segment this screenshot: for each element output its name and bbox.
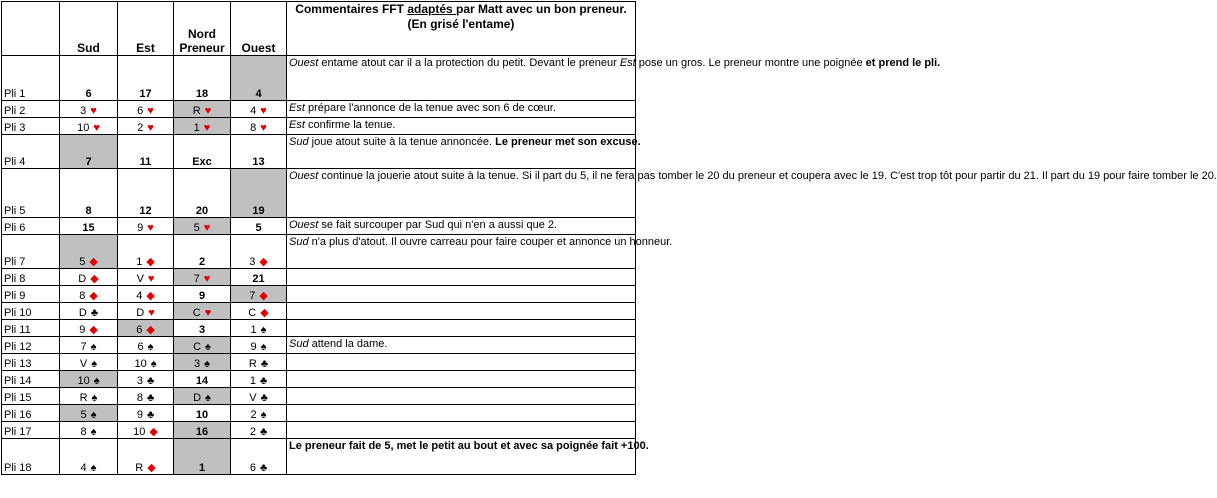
header-sud: Sud [60,2,118,56]
card-ouest [231,218,287,235]
card-rank: 6 [249,462,256,474]
comment-segment: Est [289,119,305,131]
comment-segment: pose un gros. Le preneur montre une poignée [635,57,866,69]
comment-segment: prépare l'annonce de la tenue avec son 6 de cœur. [304,102,556,114]
card-nord [174,218,231,235]
card-rank: R [135,462,144,474]
card-rank: 4 [255,88,262,100]
comment-segment: Sud [289,136,309,148]
card-sud [60,169,118,218]
card-rank: 1 [193,122,200,134]
card-nord [174,422,231,439]
card-nord [174,388,231,405]
card-est [118,320,174,337]
card-rank: V [136,273,144,285]
comment-segment: se fait surcouper par Sud qui n'en a aussi que 2. [318,219,558,231]
trick-comment [287,135,641,169]
club-icon: ♣ [146,375,155,387]
trick-comment [287,439,649,475]
trick-comment [287,101,636,118]
trick-label: Pli 13 [2,354,60,371]
card-rank: 2 [137,122,144,134]
card-rank: 1 [136,256,143,268]
card-rank: 9 [136,409,143,421]
heart-icon: ♥ [203,122,211,134]
card-est [118,371,174,388]
card-nord [174,320,231,337]
comment-segment: joue atout suite à la tenue annoncée. [308,136,496,148]
tarot-game-table [1,1,1217,475]
card-rank: 8 [250,122,257,134]
heart-icon: ♥ [204,307,212,319]
card-rank: 20 [195,205,209,217]
diamond-icon: ◆ [149,426,158,438]
diamond-icon: ◆ [146,290,155,302]
card-rank: 12 [139,205,152,217]
card-rank: 9 [250,341,257,353]
trick-row [2,371,636,388]
card-est [118,303,174,320]
spade-icon: ♠ [91,358,98,370]
diamond-icon: ◆ [89,290,98,302]
trick-row [2,56,636,101]
header-nord: Nord [188,27,216,41]
club-icon: ♣ [146,392,155,404]
trick-comment [287,218,636,235]
diamond-icon: ◆ [89,324,98,336]
heart-icon: ♥ [147,222,154,234]
card-est [118,439,174,475]
trick-label: Pli 5 [2,169,60,218]
card-est [118,218,174,235]
card-rank: 6 [136,324,143,336]
card-rank: 5 [193,222,200,234]
trick-label: Pli 16 [2,405,60,422]
card-rank: 17 [139,88,152,100]
card-rank: 3 [198,324,206,336]
club-icon: ♣ [259,375,268,387]
trick-label: Pli 9 [2,286,60,303]
trick-row [2,101,636,118]
card-sud [60,101,118,118]
card-nord [174,337,231,354]
card-ouest [231,405,287,422]
card-est [118,269,174,286]
card-ouest [231,135,287,169]
card-sud [60,303,118,320]
card-rank: 9 [137,222,144,234]
spade-icon: ♠ [260,409,267,421]
trick-row [2,439,636,475]
spade-icon: ♠ [91,392,98,404]
card-ouest [231,118,287,135]
card-rank: 10 [195,409,209,421]
card-rank: R [248,358,257,370]
header-preneur: Preneur [179,41,225,55]
comment-segment: Le preneur fait de 5, met le petit au bout et avec sa poignée fait +100. [289,440,649,452]
trick-row [2,286,636,303]
card-rank: 2 [250,409,257,421]
card-rank: 7 [193,273,200,285]
trick-label: Pli 10 [2,303,60,320]
trick-label: Pli 12 [2,337,60,354]
card-rank: 2 [198,256,206,268]
club-icon: ♣ [259,462,268,474]
card-nord [174,303,231,320]
card-nord [174,439,231,475]
card-rank: 1 [249,375,256,387]
card-est [118,101,174,118]
trick-comment [287,388,636,405]
header-row [2,2,636,56]
card-rank: 8 [79,290,86,302]
trick-row [2,169,636,218]
card-est [118,118,174,135]
card-rank: 10 [133,426,146,438]
trick-label: Pli 6 [2,218,60,235]
spade-icon: ♠ [204,358,210,370]
header-commentaires [287,2,636,56]
header-pli-corner [2,2,60,56]
trick-row [2,269,636,286]
club-icon: ♣ [260,392,268,404]
trick-comment [287,320,636,337]
card-ouest [231,354,287,371]
card-ouest [231,269,287,286]
comment-segment: Sud [289,338,309,350]
card-ouest [231,169,287,218]
trick-comment [287,286,636,303]
spade-icon: ♠ [147,341,154,353]
card-nord [174,354,231,371]
card-rank: 4 [136,290,143,302]
trick-label: Pli 17 [2,422,60,439]
club-icon: ♣ [259,426,268,438]
card-rank: 4 [250,105,257,117]
card-ouest [231,235,287,269]
card-sud [60,354,118,371]
trick-label: Pli 15 [2,388,60,405]
card-nord [174,135,231,169]
card-est [118,422,174,439]
comment-segment: Ouest [289,219,319,231]
card-ouest [231,337,287,354]
comment-segment: Le preneur met son excuse. [495,136,641,148]
card-rank: 5 [255,222,262,234]
card-rank: D [78,307,87,319]
spade-icon: ♠ [90,409,97,421]
trick-row [2,235,636,269]
card-ouest [231,303,287,320]
card-ouest [231,371,287,388]
heart-icon: ♥ [260,105,267,117]
card-est [118,235,174,269]
card-rank: 3 [136,375,143,387]
header-commentaires-b: par Matt avec un bon preneur. [456,2,627,16]
card-sud [60,337,118,354]
card-rank: 21 [252,273,265,285]
header-nord-preneur [174,2,231,56]
spade-icon: ♠ [90,462,97,474]
trick-label: Pli 3 [2,118,60,135]
trick-row [2,388,636,405]
card-sud [60,235,118,269]
card-rank: 7 [85,156,92,168]
heart-icon: ♥ [147,273,155,285]
card-est [118,169,174,218]
card-sud [60,218,118,235]
trick-comment [287,303,636,320]
heart-icon: ♥ [203,273,211,285]
card-est [118,337,174,354]
trick-comment [287,337,636,354]
card-rank: 1 [250,324,257,336]
spade-icon: ♠ [90,426,97,438]
card-rank: 14 [195,375,209,387]
trick-comment [287,371,636,388]
trick-row [2,320,636,337]
trick-row [2,405,636,422]
card-sud [60,269,118,286]
card-rank: Exc [192,156,212,168]
card-rank: C [192,307,201,319]
trick-comment [287,354,636,371]
card-est [118,286,174,303]
heart-icon: ♥ [147,105,154,117]
card-nord [174,405,231,422]
diamond-icon: ◆ [146,256,155,268]
trick-label: Pli 8 [2,269,60,286]
comment-segment: continue la jouerie atout suite à la tenue. Si il part du 5, il ne fera pas tomber le 20 du preneur et coupera avec le 19. C'est trop tôt pour partir du 21. Il part du 19 pour faire tomber le 20. [318,170,1217,182]
card-rank: 13 [252,156,265,168]
card-est [118,405,174,422]
comment-segment: Sud [289,236,309,248]
trick-label: Pli 2 [2,101,60,118]
card-ouest [231,320,287,337]
card-rank: 8 [85,205,92,217]
heart-icon: ♥ [204,105,212,117]
trick-label: Pli 18 [2,439,60,475]
card-rank: 7 [80,341,87,353]
card-rank: 10 [77,375,90,387]
card-rank: D [193,392,202,404]
card-rank: 15 [82,222,95,234]
diamond-icon: ◆ [90,273,99,285]
card-sud [60,135,118,169]
card-rank: 18 [195,88,209,100]
card-nord [174,56,231,101]
comment-segment: et prend le pli. [865,57,941,69]
spade-icon: ♠ [260,341,267,353]
card-sud [60,371,118,388]
card-rank: 19 [252,205,265,217]
card-rank: 3 [249,256,256,268]
card-est [118,354,174,371]
header-commentaires-note: (En grisé l'entame) [407,17,515,31]
trick-row [2,422,636,439]
card-ouest [231,101,287,118]
card-sud [60,320,118,337]
card-sud [60,286,118,303]
card-est [118,135,174,169]
card-rank: 16 [195,426,209,438]
card-rank: 9 [79,324,86,336]
header-est: Est [118,2,174,56]
card-sud [60,422,118,439]
card-nord [174,371,231,388]
card-rank: C [193,341,202,353]
card-sud [60,118,118,135]
diamond-icon: ◆ [259,256,268,268]
card-rank: 6 [137,341,144,353]
club-icon: ♣ [90,307,99,319]
spade-icon: ♠ [90,341,97,353]
comment-segment: entame atout car il a la protection du petit. Devant le preneur [318,57,620,69]
card-ouest [231,388,287,405]
card-nord [174,101,231,118]
heart-icon: ♥ [90,105,97,117]
card-rank: 7 [249,290,256,302]
comment-segment: attend la dame. [308,338,388,350]
card-sud [60,388,118,405]
card-nord [174,269,231,286]
trick-comment [287,269,636,286]
heart-icon: ♥ [203,222,211,234]
card-rank: 5 [80,409,87,421]
card-rank: 3 [80,105,87,117]
card-sud [60,405,118,422]
trick-label: Pli 7 [2,235,60,269]
card-sud [60,56,118,101]
card-rank: D [78,273,87,285]
club-icon: ♣ [146,409,155,421]
comment-segment: Ouest [289,170,319,182]
card-rank: R [192,105,201,117]
card-sud [60,439,118,475]
trick-row [2,218,636,235]
card-est [118,56,174,101]
card-est [118,388,174,405]
comment-segment: Est [619,57,636,69]
trick-comment [287,422,636,439]
spade-icon: ♠ [150,358,157,370]
diamond-icon: ◆ [260,307,269,319]
card-rank: 3 [194,358,201,370]
card-rank: R [79,392,88,404]
trick-label: Pli 4 [2,135,60,169]
comment-segment: Est [289,102,305,114]
comment-segment: n'a plus d'atout. Il ouvre carreau pour faire couper et annonce un honneur. [308,236,673,248]
spade-icon: ♠ [205,341,211,353]
card-nord [174,118,231,135]
card-rank: 11 [139,156,152,168]
card-rank: 1 [198,462,206,474]
card-ouest [231,439,287,475]
card-rank: V [79,358,88,370]
trick-comment [287,118,636,135]
header-commentaires-a: Commentaires FFT [295,2,408,16]
comment-segment: confirme la tenue. [304,119,396,131]
card-rank: 5 [79,256,86,268]
diamond-icon: ◆ [259,290,268,302]
header-ouest: Ouest [231,2,287,56]
diamond-icon: ◆ [146,324,155,336]
card-nord [174,235,231,269]
heart-icon: ♥ [147,122,154,134]
card-nord [174,169,231,218]
card-rank: 6 [85,88,92,100]
trick-comment [287,235,673,269]
trick-row [2,118,636,135]
card-rank: 2 [249,426,256,438]
trick-comment [287,56,941,101]
card-rank: 10 [134,358,147,370]
trick-comment [287,405,636,422]
heart-icon: ♥ [93,122,100,134]
heart-icon: ♥ [148,307,155,319]
card-rank: 8 [80,426,87,438]
spade-icon: ♠ [260,324,267,336]
heart-icon: ♥ [260,122,267,134]
card-ouest [231,286,287,303]
spade-icon: ♠ [205,392,211,404]
spade-icon: ♠ [93,375,100,387]
card-rank: D [136,307,145,319]
card-rank: 6 [137,105,144,117]
card-rank: 9 [198,290,206,302]
comment-segment: Ouest [289,57,319,69]
trick-label: Pli 14 [2,371,60,388]
trick-row [2,303,636,320]
trick-row [2,354,636,371]
card-rank: V [249,392,257,404]
card-rank: 4 [80,462,87,474]
card-rank: 8 [136,392,143,404]
header-commentaires-underlined: adaptés [407,2,456,16]
card-ouest [231,422,287,439]
trick-comment [287,169,1217,218]
trick-row [2,337,636,354]
card-ouest [231,56,287,101]
card-rank: 10 [77,122,90,134]
card-nord [174,286,231,303]
trick-label: Pli 1 [2,56,60,101]
diamond-icon: ◆ [89,256,98,268]
card-rank: C [248,307,257,319]
club-icon: ♣ [260,358,269,370]
trick-row [2,135,636,169]
diamond-icon: ◆ [147,462,156,474]
trick-label: Pli 11 [2,320,60,337]
